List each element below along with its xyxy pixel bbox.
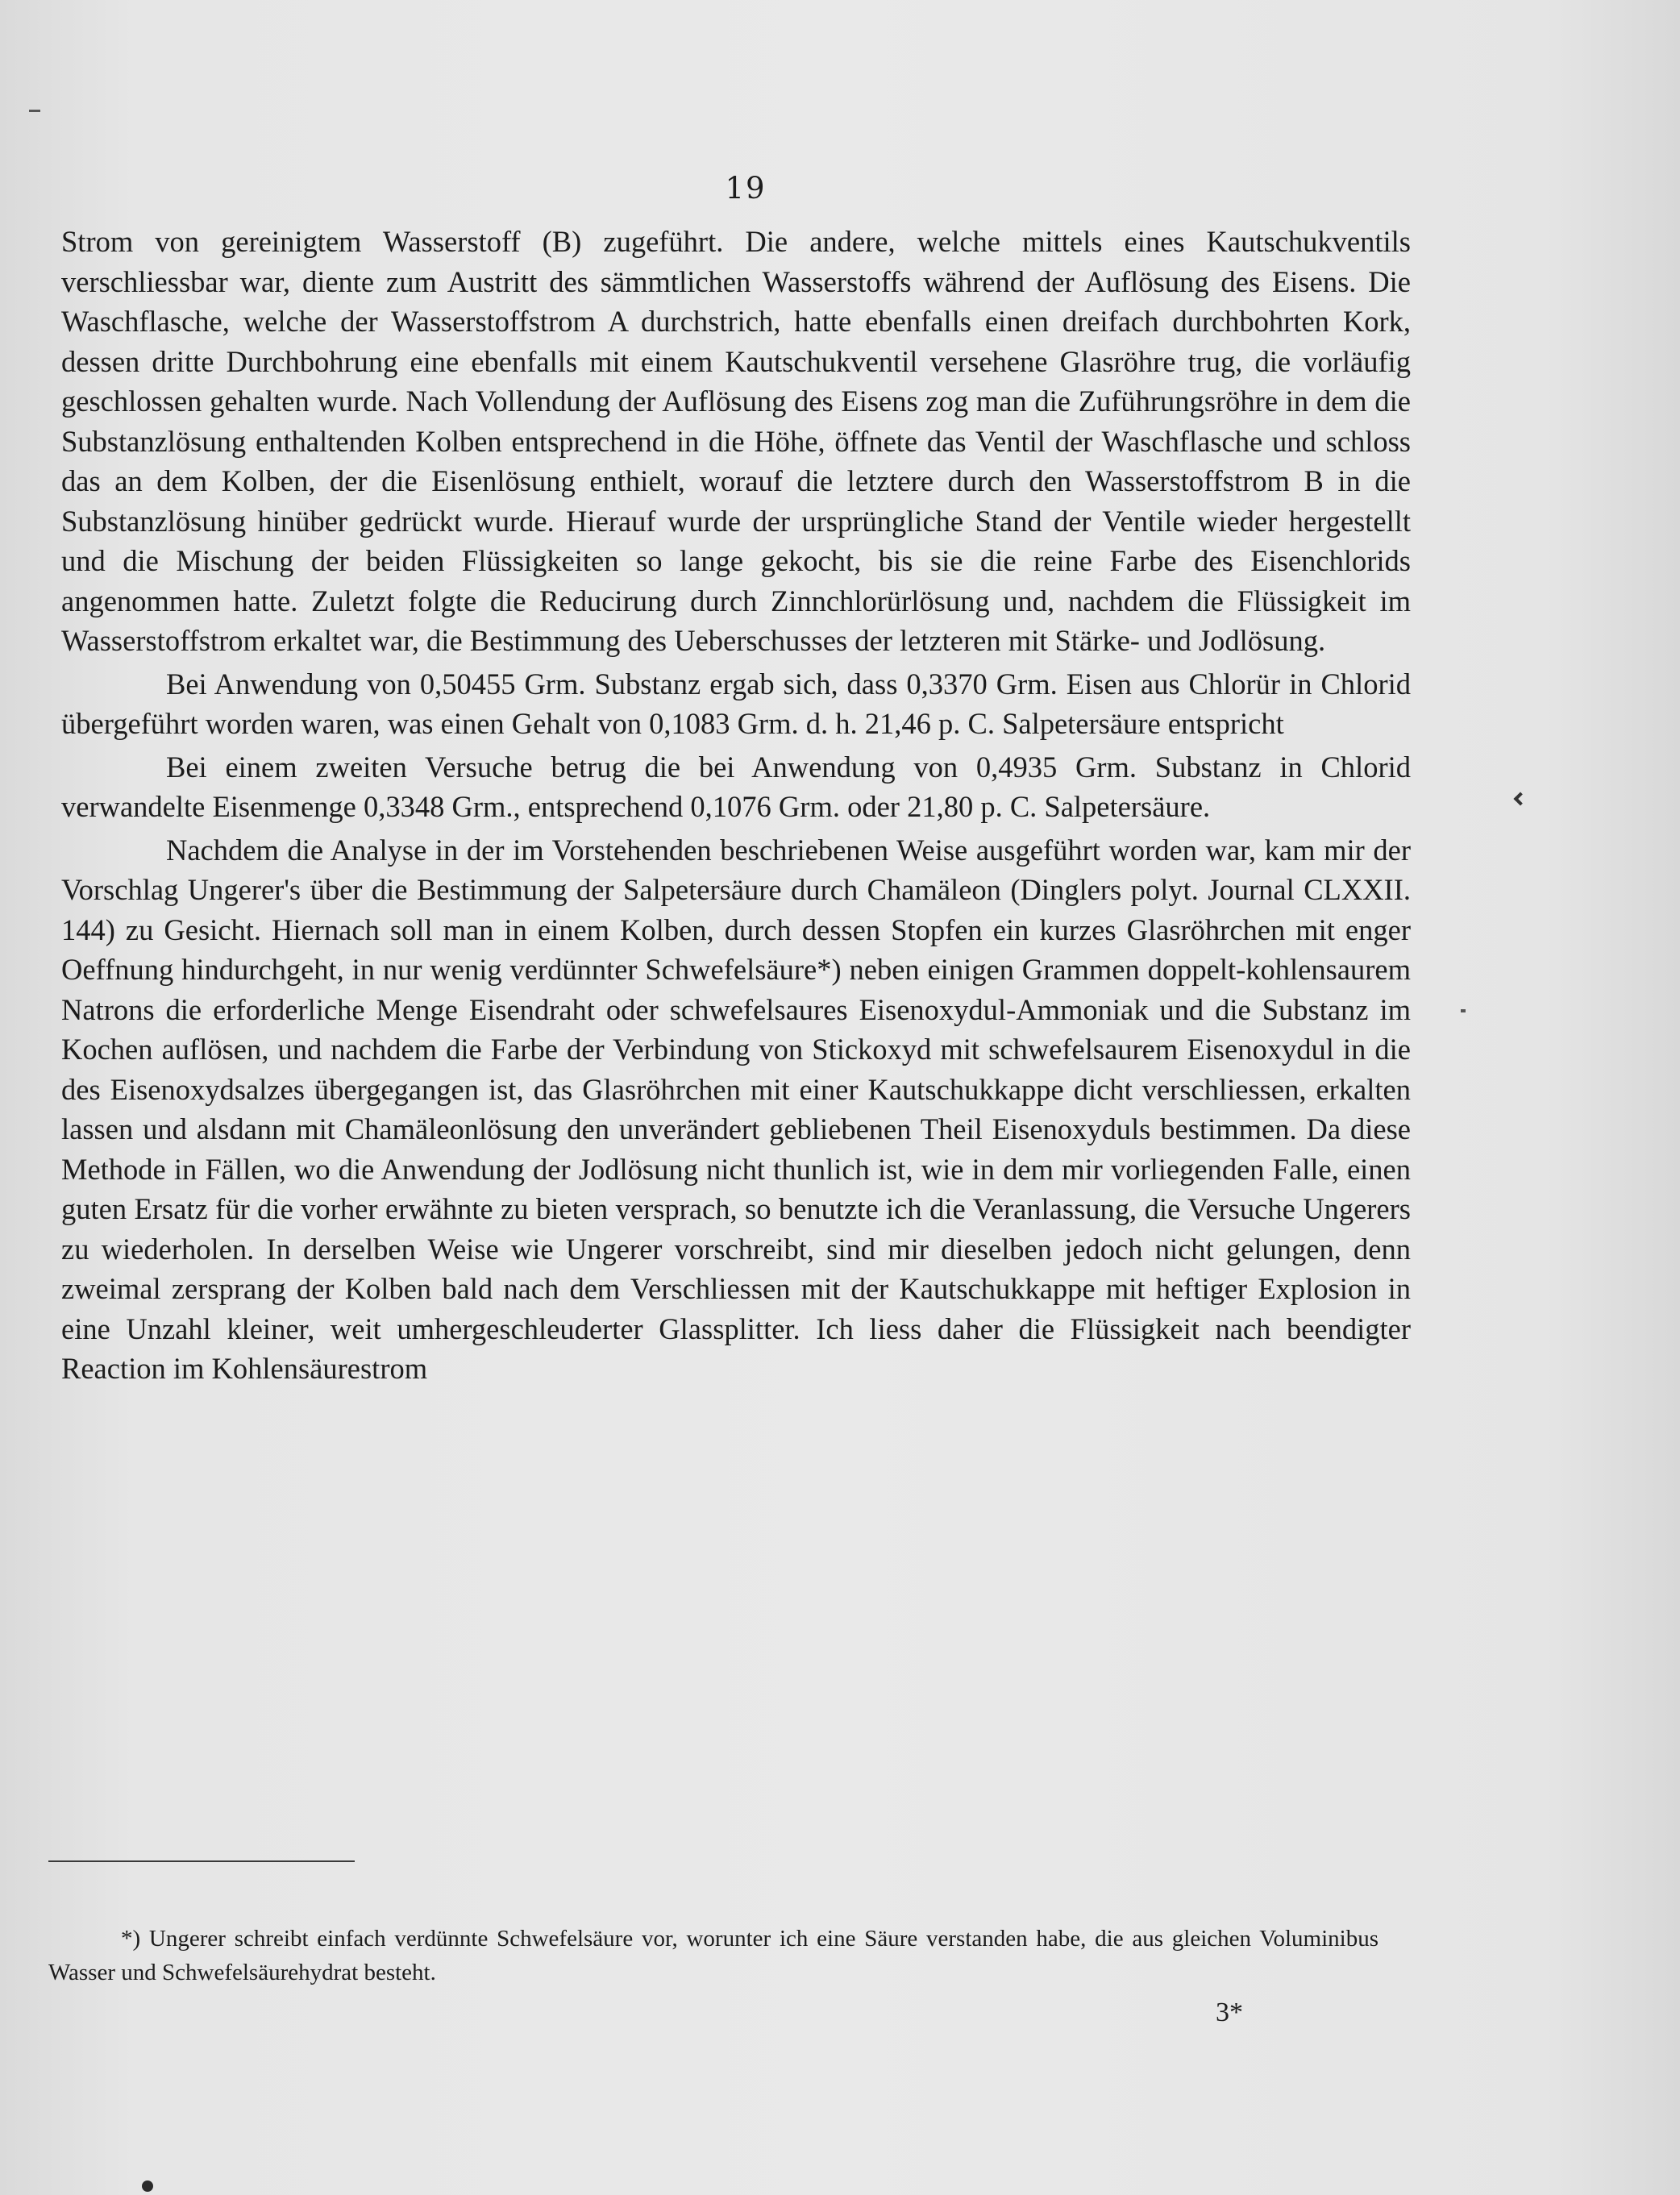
body-text [61,222,1411,1392]
footnote: *) Ungerer schreibt einfach verdünnte Schwefelsäure vor, worunter ich eine Säure verstanden habe, die aus gleichen Voluminibus Wasser und Schwefelsäurehydrat besteht. [48,1926,1379,1985]
paragraph: Nachdem die Analyse in der im Vorstehenden beschriebenen Weise ausgeführt worden war, kam mir der Vorschlag Ungerer's über die Bestimmung der Salpetersäure durch Chamäleon (Dinglers polyt. Journal CLXXII. 144) zu Gesicht. Hiernach soll man in einem Kolben, durch dessen Stopfen ein kurzes Glasröhrchen mit enger Oeffnung hindurchgeht, in nur wenig verdünnter Schwefelsäure*) neben einigen Grammen doppelt-kohlensaurem Natrons die erforderliche Menge Eisendraht oder schwefelsaures Eisenoxydul-Ammoniak und die Substanz im Kochen auflösen, und nachdem die Farbe der Verbindung von Stickoxyd mit schwefelsaurem Eisenoxydul in die des Eisenoxydsalzes übergegangen ist, das Glasröhrchen mit einer Kautschukkappe dicht verschliessen, erkalten lassen und alsdann mit Chamäleonlösung den unverändert gebliebenen Theil Eisenoxyduls bestimmen. Da diese Methode in Fällen, wo die Anwendung der Jodlösung nicht thunlich ist, wie in dem mir vorliegenden Falle, einen guten Ersatz für die vorher erwähnte zu bieten versprach, so benutzte ich die Veranlassung, die Versuche Ungerers zu wiederholen. In derselben Weise wie Ungerer vorschreibt, sind mir dieselben jedoch nicht gelungen, denn zweimal zersprang der Kolben bald nach dem Verschliessen mit der Kautschukkappe mit heftiger Explosion in eine Unzahl kleiner, weit umhergeschleuderter Glassplitter. Ich liess daher die Flüssigkeit nach beendigter Reaction im Kohlensäurestrom [61,833,1411,1385]
margin-mark [1461,1009,1466,1012]
footnote-divider [48,1860,355,1862]
paragraph: Bei Anwendung von 0,50455 Grm. Substanz ergab sich, dass 0,3370 Grm. Eisen aus Chlorür in Chlorid übergeführt worden waren, was einen Gehalt von 0,1083 Grm. d. h. 21,46 p. C. Salpetersäure entspricht [61,667,1411,740]
paragraph: Strom von gereinigtem Wasserstoff (B) zugeführt. Die andere, welche mittels eines Kautschukventils verschliessbar war, diente zum Austritt des sämmtlichen Wasserstoffs während der Auflösung des Eisens. Die Waschflasche, welche der Wasserstoffstrom A durchstrich, hatte ebenfalls einen dreifach durchbohrten Kork, dessen dritte Durchbohrung eine ebenfalls mit einem Kautschukventil versehene Glasröhre trug, die vorläufig geschlossen gehalten wurde. Nach Vollendung der Auflösung des Eisens zog man die Zuführungsröhre in dem die Substanzlösung enthaltenden Kolben entsprechend in die Höhe, öffnete das Ventil der Waschflasche und schloss das an dem Kolben, der die Eisenlösung enthielt, worauf die letztere durch den Wasserstoffstrom B in die Substanzlösung hinüber gedrückt wurde. Hierauf wurde der ursprüngliche Stand der Ventile wieder hergestellt und die Mischung der beiden Flüssigkeiten so lange gekocht, bis sie die reine Farbe des Eisenchlorids angenommen hatte. Zuletzt folgte die Reducirung durch Zinnchlorürlösung und, nachdem die Flüssigkeit im Wasserstoffstrom erkaltet war, die Bestimmung des Ueberschusses der letzteren mit Stärke- und Jodlösung. [61,225,1411,657]
margin-dot-mark [142,2180,153,2192]
page-number: 19 [725,171,767,206]
margin-arrow-mark [1514,792,1528,806]
margin-mark [29,110,40,112]
paragraph: Bei einem zweiten Versuche betrug die bei Anwendung von 0,4935 Grm. Substanz in Chlorid verwandelte Eisenmenge 0,3348 Grm., entsprechend 0,1076 Grm. oder 21,80 p. C. Salpetersäure. [61,750,1411,823]
printer-signature: 3* [1216,1998,1243,2027]
